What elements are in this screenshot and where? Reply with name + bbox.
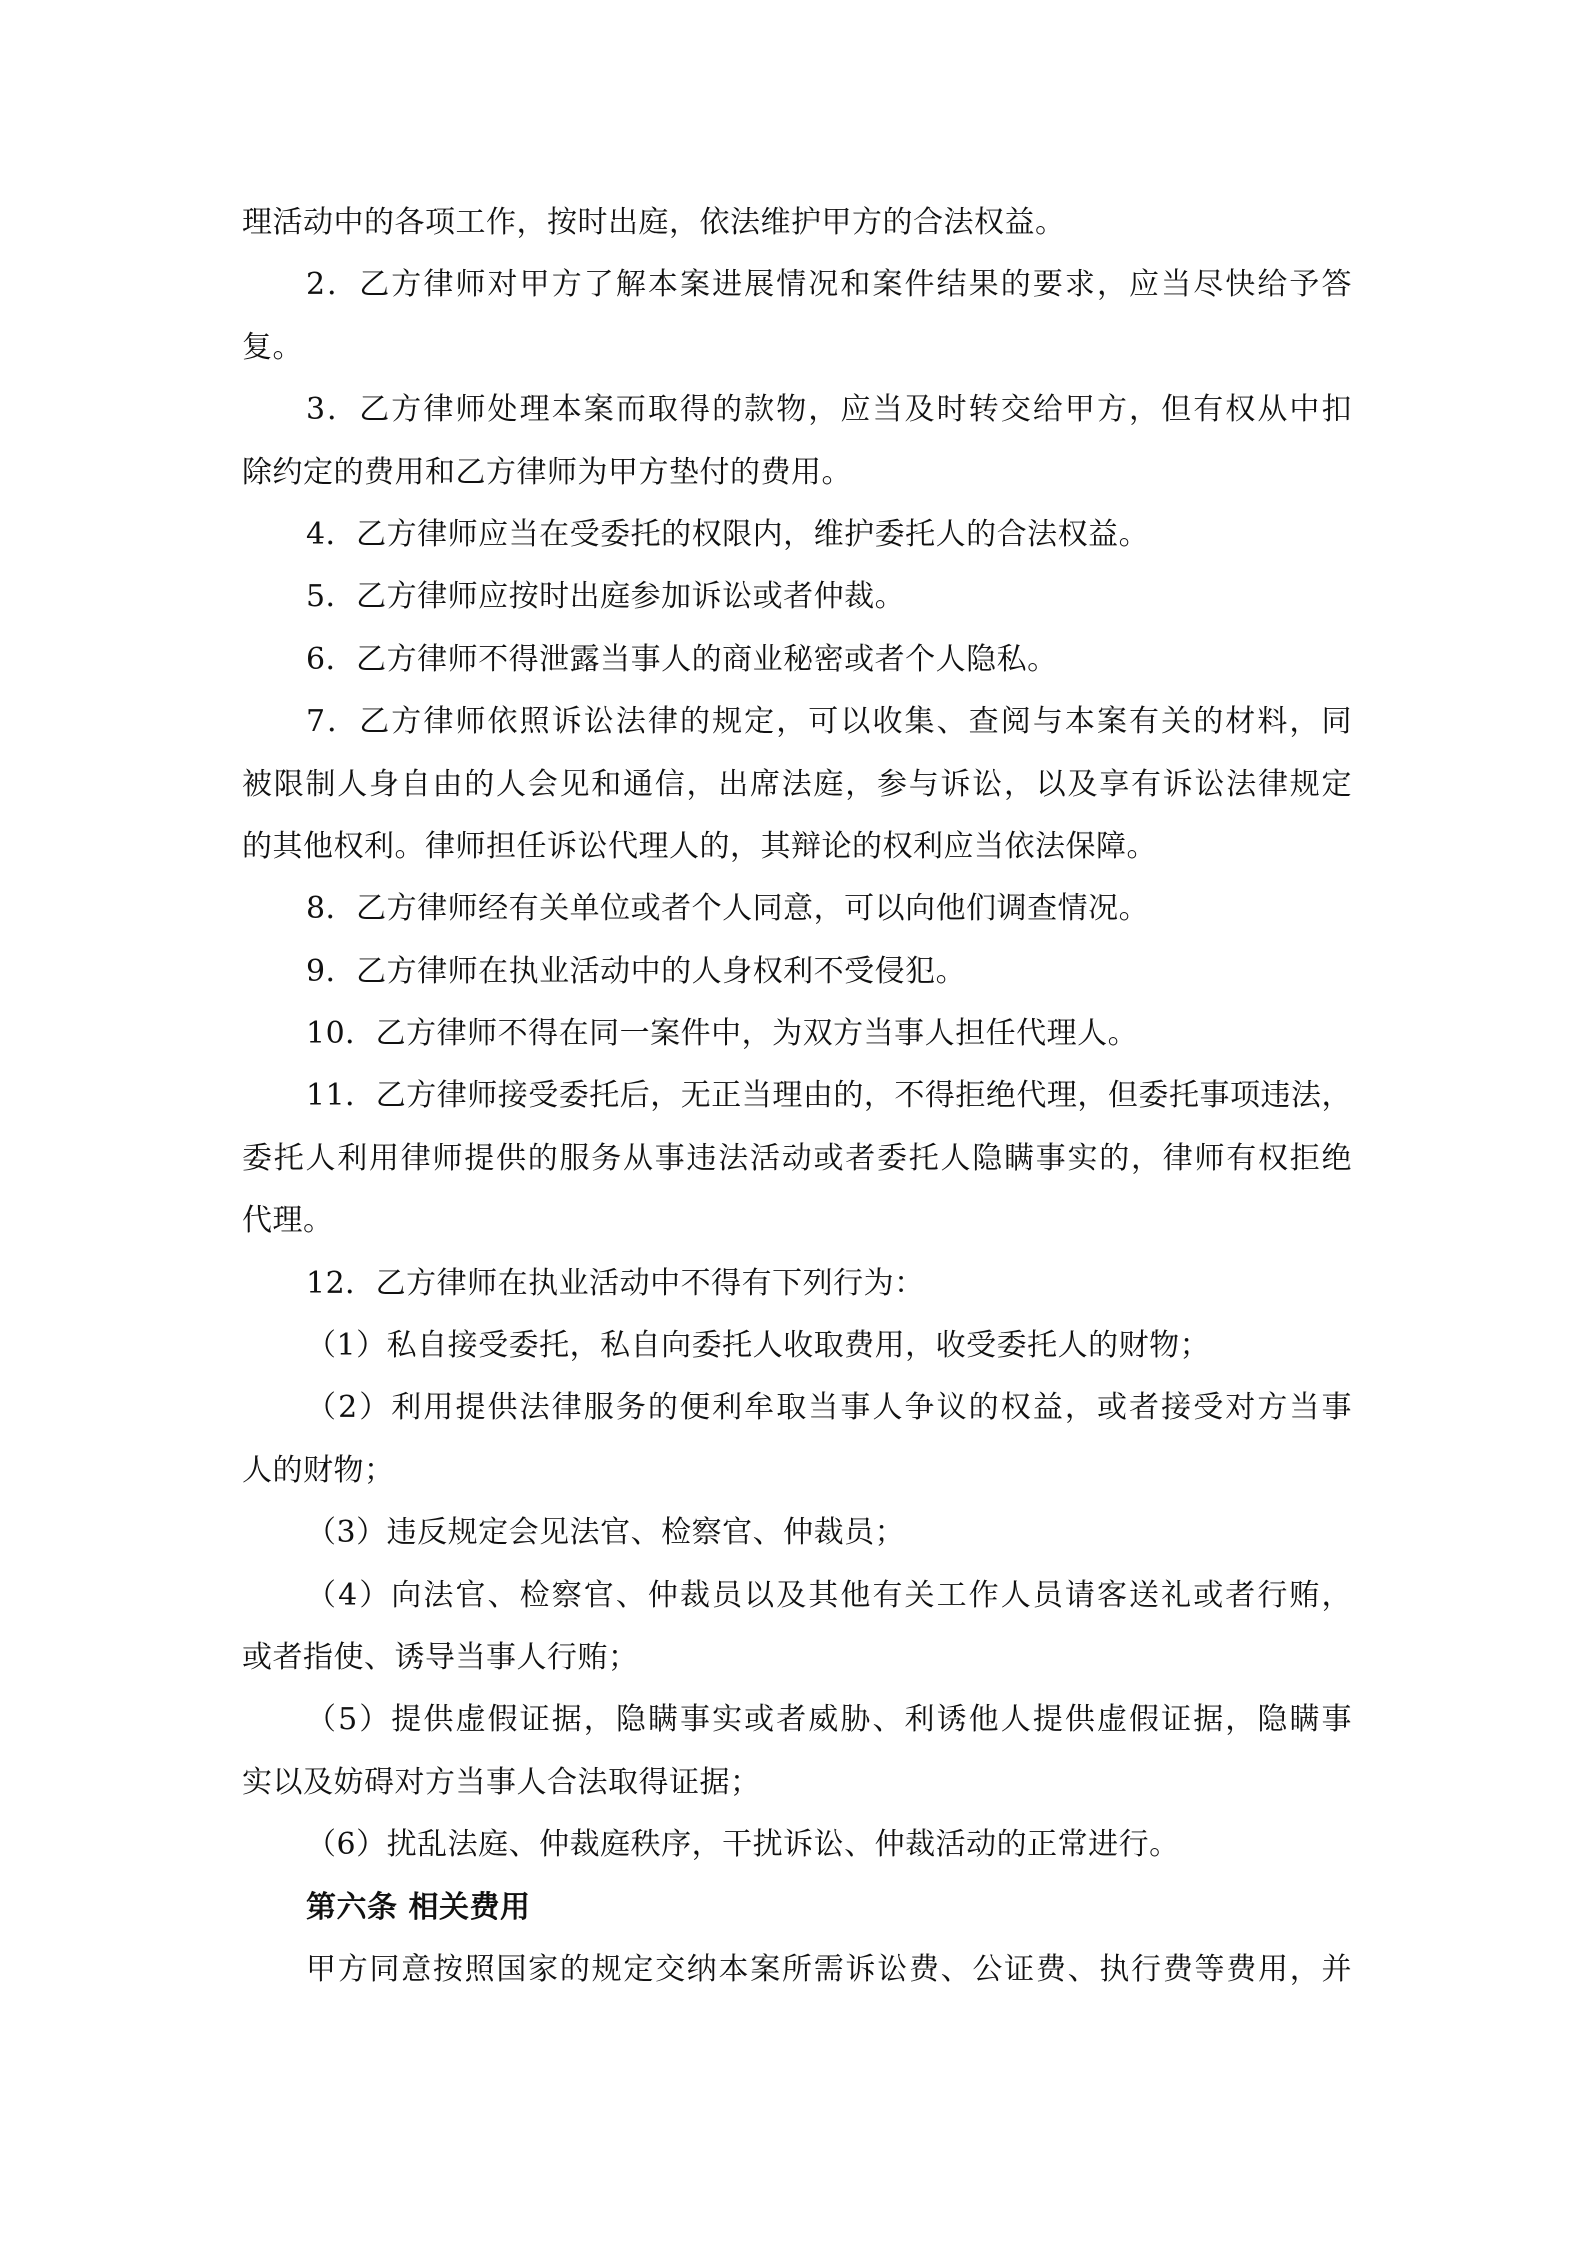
contract-body: [242, 192, 1352, 2001]
text-line: 理活动中的各项工作，按时出庭，依法维护甲方的合法权益。: [242, 205, 1066, 240]
sub-item-2: （2）利用提供法律服务的便利牟取当事人争议的权益，或者接受对方当事: [306, 1390, 1352, 1426]
text-line: 复。: [242, 329, 303, 365]
clause-2: 2．乙方律师对甲方了解本案进展情况和案件结果的要求，应当尽快给予答: [306, 267, 1352, 303]
clause-5: 5．乙方律师应按时出庭参加诉讼或者仲裁。: [306, 579, 906, 615]
clause-8: 8．乙方律师经有关单位或者个人同意，可以向他们调查情况。: [306, 891, 1150, 927]
text-line: 实以及妨碍对方当事人合法取得证据；: [242, 1764, 761, 1800]
article-6-text: 甲方同意按照国家的规定交纳本案所需诉讼费、公证费、执行费等费用，并: [306, 1951, 1352, 1987]
clause-9: 9．乙方律师在执业活动中的人身权利不受侵犯。: [306, 953, 967, 989]
clause-4: 4．乙方律师应当在受委托的权限内，维护委托人的合法权益。: [306, 516, 1150, 552]
text-line: 委托人利用律师提供的服务从事违法活动或者委托人隐瞒事实的，律师有权拒绝: [242, 1140, 1352, 1176]
clause-6: 6．乙方律师不得泄露当事人的商业秘密或者个人隐私。: [306, 641, 1058, 677]
sub-item-1: （1）私自接受委托，私自向委托人收取费用，收受委托人的财物；: [306, 1328, 1211, 1364]
clause-12: 12．乙方律师在执业活动中不得有下列行为：: [306, 1265, 925, 1301]
sub-item-6: （6）扰乱法庭、仲裁庭秩序，干扰诉讼、仲裁活动的正常进行。: [306, 1827, 1180, 1863]
text-line: 人的财物；: [242, 1452, 395, 1488]
clause-7: 7．乙方律师依照诉讼法律的规定，可以收集、查阅与本案有关的材料，同: [306, 704, 1352, 740]
sub-item-3: （3）违反规定会见法官、检察官、仲裁员；: [306, 1515, 906, 1551]
text-line: 代理。: [242, 1203, 334, 1239]
sub-item-5: （5）提供虚假证据，隐瞒事实或者威胁、利诱他人提供虚假证据，隐瞒事: [306, 1702, 1352, 1738]
text-line: 或者指使、诱导当事人行贿；: [242, 1639, 639, 1675]
sub-item-4: （4）向法官、检察官、仲裁员以及其他有关工作人员请客送礼或者行贿，: [306, 1577, 1352, 1613]
text-line: 的其他权利。律师担任诉讼代理人的，其辩论的权利应当依法保障。: [242, 828, 1157, 864]
text-line: 被限制人身自由的人会见和通信，出席法庭，参与诉讼，以及享有诉讼法律规定: [242, 766, 1352, 802]
clause-11: 11．乙方律师接受委托后，无正当理由的，不得拒绝代理，但委托事项违法，: [306, 1078, 1352, 1114]
clause-10: 10．乙方律师不得在同一案件中，为双方当事人担任代理人。: [306, 1016, 1139, 1052]
text-line: 除约定的费用和乙方律师为甲方垫付的费用。: [242, 454, 852, 490]
clause-3: 3．乙方律师处理本案而取得的款物，应当及时转交给甲方，但有权从中扣: [306, 392, 1352, 428]
article-6-heading: 第六条 相关费用: [306, 1889, 531, 1925]
